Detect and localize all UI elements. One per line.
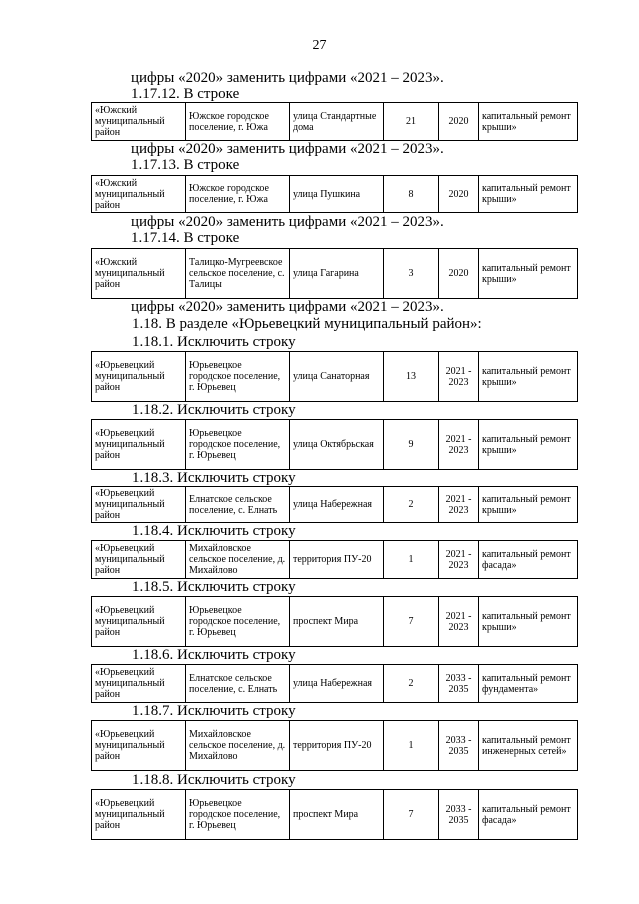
item-heading — [0, 579, 296, 595]
table-row — [91, 175, 578, 213]
district-cell: «Юрьевецкий муниципальный район — [92, 597, 186, 647]
year-cell: 2021 - 2023 — [439, 420, 479, 470]
district-cell: «Юрьевецкий муниципальный район — [92, 721, 186, 771]
year-cell: 2020 — [439, 249, 479, 299]
district-cell: «Юрьевецкий муниципальный район — [92, 665, 186, 703]
street-cell: территория ПУ-20 — [290, 541, 384, 579]
street-cell: проспект Мира — [290, 597, 384, 647]
house-cell: 3 — [384, 249, 439, 299]
year-cell: 2033 - 2035 — [439, 721, 479, 771]
table-row — [91, 720, 578, 771]
item-number: 1.17.14. — [131, 230, 180, 246]
street-cell: улица Октябрьская — [290, 420, 384, 470]
street-cell: территория ПУ-20 — [290, 721, 384, 771]
year-cell: 2033 - 2035 — [439, 665, 479, 703]
settlement-cell: Михайловское сельское поселение, д. Михайлово — [186, 721, 290, 771]
district-cell: «Юрьевецкий муниципальный район — [92, 541, 186, 579]
settlement-cell: Талицко-Мугреевское сельское поселение, с. Талицы — [186, 249, 290, 299]
replace-note: цифры «2020» заменить цифрами «2021 – 2023». — [131, 299, 444, 315]
item-heading — [0, 703, 296, 719]
table-row — [91, 102, 578, 141]
table-row — [91, 419, 578, 470]
street-cell: улица Гагарина — [290, 249, 384, 299]
settlement-cell: Юрьевецкое городское поселение, г. Юрьевец — [186, 597, 290, 647]
house-cell: 2 — [384, 665, 439, 703]
item-heading — [0, 523, 296, 539]
district-cell: «Южский муниципальный район — [92, 103, 186, 141]
item-number: 1.17.12. — [131, 86, 180, 102]
item-heading — [0, 230, 239, 246]
item-heading — [0, 647, 296, 663]
item-label: Исключить строку — [177, 772, 296, 788]
item-label: Исключить строку — [177, 703, 296, 719]
work-cell: капитальный ремонт крыши» — [479, 487, 578, 523]
table-row — [91, 540, 578, 579]
settlement-cell: Михайловское сельское поселение, д. Михайлово — [186, 541, 290, 579]
street-cell: улица Стандартные дома — [290, 103, 384, 141]
settlement-cell: Южское городское поселение, г. Южа — [186, 103, 290, 141]
item-label: Исключить строку — [177, 579, 296, 595]
settlement-cell: Юрьевецкое городское поселение, г. Юрьевец — [186, 420, 290, 470]
item-number: 1.17.13. — [131, 157, 180, 173]
item-heading — [0, 772, 296, 788]
item-number: 1.18.8. — [132, 772, 174, 788]
item-label: Исключить строку — [177, 523, 296, 539]
settlement-cell: Юрьевецкое городское поселение, г. Юрьевец — [186, 790, 290, 840]
year-cell: 2021 - 2023 — [439, 597, 479, 647]
settlement-cell: Юрьевецкое городское поселение, г. Юрьевец — [186, 352, 290, 402]
table-row — [91, 486, 578, 523]
work-cell: капитальный ремонт крыши» — [479, 420, 578, 470]
year-cell: 2021 - 2023 — [439, 487, 479, 523]
district-cell: «Юрьевецкий муниципальный район — [92, 790, 186, 840]
item-number: 1.18.5. — [132, 579, 174, 595]
house-cell: 2 — [384, 487, 439, 523]
item-heading — [0, 402, 296, 418]
table-row — [91, 789, 578, 840]
street-cell: проспект Мира — [290, 790, 384, 840]
house-cell: 8 — [384, 176, 439, 213]
item-heading — [0, 86, 239, 102]
street-cell: улица Пушкина — [290, 176, 384, 213]
work-cell: капитальный ремонт крыши» — [479, 597, 578, 647]
settlement-cell: Южское городское поселение, г. Южа — [186, 176, 290, 213]
table-row — [91, 351, 578, 402]
work-cell: капитальный ремонт фасада» — [479, 541, 578, 579]
work-cell: капитальный ремонт крыши» — [479, 352, 578, 402]
item-label: В строке — [183, 86, 240, 102]
item-label: В строке — [183, 157, 240, 173]
district-cell: «Юрьевецкий муниципальный район — [92, 487, 186, 523]
house-cell: 1 — [384, 541, 439, 579]
item-number: 1.18.3. — [132, 470, 174, 486]
settlement-cell: Елнатское сельское поселение, с. Елнать — [186, 487, 290, 523]
replace-note: цифры «2020» заменить цифрами «2021 – 2023». — [131, 70, 444, 86]
street-cell: улица Набережная — [290, 665, 384, 703]
table-row — [91, 664, 578, 703]
work-cell: капитальный ремонт крыши» — [479, 103, 578, 141]
item-number: 1.18.4. — [132, 523, 174, 539]
district-cell: «Южский муниципальный район — [92, 176, 186, 213]
house-cell: 7 — [384, 597, 439, 647]
section-heading: 1.18. В разделе «Юрьевецкий муниципальный район»: — [132, 316, 482, 332]
settlement-cell: Елнатское сельское поселение, с. Елнать — [186, 665, 290, 703]
year-cell: 2020 — [439, 103, 479, 141]
year-cell: 2021 - 2023 — [439, 541, 479, 579]
work-cell: капитальный ремонт крыши» — [479, 176, 578, 213]
year-cell: 2020 — [439, 176, 479, 213]
street-cell: улица Санаторная — [290, 352, 384, 402]
table-row — [91, 596, 578, 647]
district-cell: «Юрьевецкий муниципальный район — [92, 420, 186, 470]
work-cell: капитальный ремонт фасада» — [479, 790, 578, 840]
year-cell: 2033 - 2035 — [439, 790, 479, 840]
house-cell: 7 — [384, 790, 439, 840]
district-cell: «Юрьевецкий муниципальный район — [92, 352, 186, 402]
year-cell: 2021 - 2023 — [439, 352, 479, 402]
item-heading — [0, 470, 296, 486]
item-label: Исключить строку — [177, 402, 296, 418]
work-cell: капитальный ремонт крыши» — [479, 249, 578, 299]
item-heading — [0, 334, 296, 350]
item-label: Исключить строку — [177, 647, 296, 663]
house-cell: 21 — [384, 103, 439, 141]
house-cell: 1 — [384, 721, 439, 771]
item-label: Исключить строку — [177, 470, 296, 486]
district-cell: «Южский муниципальный район — [92, 249, 186, 299]
house-cell: 13 — [384, 352, 439, 402]
item-label: Исключить строку — [177, 334, 296, 350]
work-cell: капитальный ремонт фундамента» — [479, 665, 578, 703]
item-number: 1.18.2. — [132, 402, 174, 418]
page-number: 27 — [312, 38, 327, 53]
replace-note: цифры «2020» заменить цифрами «2021 – 2023». — [131, 214, 444, 230]
work-cell: капитальный ремонт инженерных сетей» — [479, 721, 578, 771]
item-number: 1.18.1. — [132, 334, 174, 350]
item-number: 1.18.7. — [132, 703, 174, 719]
house-cell: 9 — [384, 420, 439, 470]
table-row — [91, 248, 578, 299]
item-number: 1.18.6. — [132, 647, 174, 663]
street-cell: улица Набережная — [290, 487, 384, 523]
item-label: В строке — [183, 230, 240, 246]
item-heading — [0, 157, 239, 173]
replace-note: цифры «2020» заменить цифрами «2021 – 2023». — [131, 141, 444, 157]
